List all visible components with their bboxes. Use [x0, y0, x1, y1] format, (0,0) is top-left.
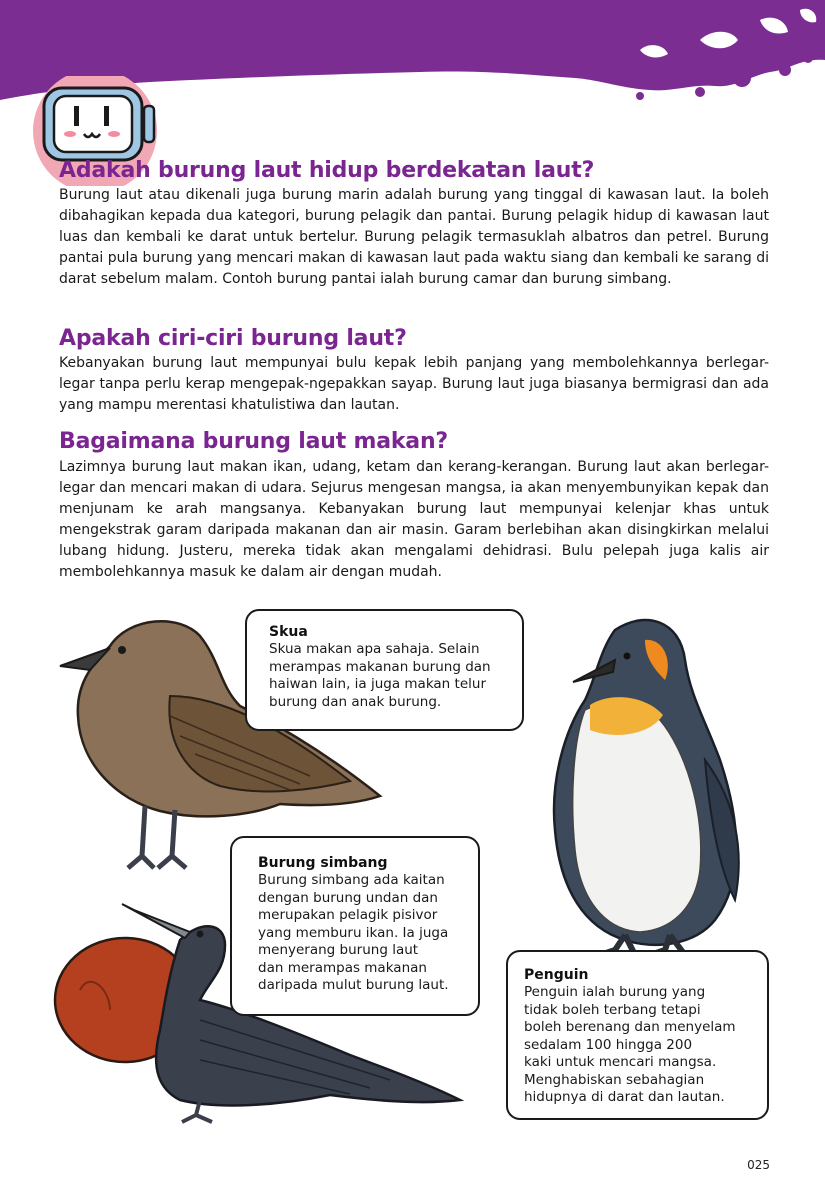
section-title-2: Apakah ciri-ciri burung laut?	[59, 326, 407, 351]
callout-skua-title: Skua	[269, 624, 308, 640]
callout-line: haiwan lain, ia juga makan telur	[269, 676, 486, 692]
section-body-3: Lazimnya burung laut makan ikan, udang, ketam dan kerang-kerangan. Burung laut akan berlegar-legar dan mencari makan di udara. Sejurus mengesan mangsa, ia akan menyembunyikan kepak dan menjunam ke arah mangsanya. Kebanyakan burung laut mempunyai kelenjar khas untuk mengekstrak garam daripada makanan dan air masin. Garam berlebihan akan disingkirkan melalui lubang hidung. Justeru, mereka tidak akan mengalami dehidrasi. Bulu pelepah juga kalis air membolehkannya masuk ke dalam air dengan mudah.	[59, 459, 769, 580]
callout-skua-body	[269, 641, 508, 711]
callout-line: yang memburu ikan. Ia juga	[258, 924, 449, 941]
callout-line: kaki untuk mencari mangsa.	[524, 1054, 717, 1070]
callout-line: Menghabiskan sebahagian	[524, 1071, 705, 1088]
callout-line: tidak boleh terbang tetapi	[524, 1001, 701, 1018]
callout-simbang	[230, 836, 480, 1016]
callout-simbang-title: Burung simbang	[258, 855, 388, 871]
callout-penguin-body	[524, 984, 753, 1107]
callout-line: burung dan anak burung.	[269, 693, 442, 710]
callout-line: menyerang burung laut	[258, 942, 419, 958]
callout-penguin-title: Penguin	[524, 967, 589, 983]
penguin-illustration	[545, 610, 765, 960]
callout-simbang-body	[258, 872, 464, 995]
callout-line: Burung simbang ada kaitan	[258, 872, 445, 888]
callout-line: merupakan pelagik pisivor	[258, 907, 438, 923]
callout-line: Penguin ialah burung yang	[524, 984, 706, 1000]
callout-line: boleh berenang dan menyelam	[524, 1019, 736, 1035]
callout-line: daripada mulut burung laut.	[258, 977, 449, 993]
callout-line: merampas makanan burung dan	[269, 658, 491, 675]
callout-line: dan merampas makanan	[258, 959, 427, 976]
page-number: 025	[747, 1158, 770, 1172]
callout-line: dengan burung undan dan	[258, 889, 438, 906]
section-body-1: Burung laut atau dikenali juga burung marin adalah burung yang tinggal di kawasan laut. Ia boleh dibahagikan kepada dua kategori, burung pelagik dan pantai. Burung pelagik hidup di kawasan laut luas dan kembali ke darat untuk bertelur. Burung pelagik termasuklah albatros dan petrel. Burung pantai pula burung yang mencari makan di kawasan laut pada waktu siang dan kembali ke sarang di darat sebelum malam. Contoh burung pantai ialah burung camar dan burung simbang.	[59, 187, 769, 287]
section-title-1: Adakah burung laut hidup berdekatan laut?	[59, 158, 595, 183]
callout-line: hidupnya di darat dan lautan.	[524, 1089, 725, 1105]
callout-line: Skua makan apa sahaja. Selain	[269, 641, 480, 657]
section-body-2: Kebanyakan burung laut mempunyai bulu kepak lebih panjang yang membolehkannya berlegar-legar tanpa perlu kerap mengepak-ngepakkan sayap. Burung laut juga biasanya bermigrasi dan ada yang mampu merentasi khatulistiwa dan lautan.	[59, 355, 769, 413]
callout-penguin	[506, 950, 769, 1120]
callout-line: sedalam 100 hingga 200	[524, 1036, 693, 1053]
section-title-3: Bagaimana burung laut makan?	[59, 429, 448, 454]
callout-skua	[245, 609, 524, 731]
